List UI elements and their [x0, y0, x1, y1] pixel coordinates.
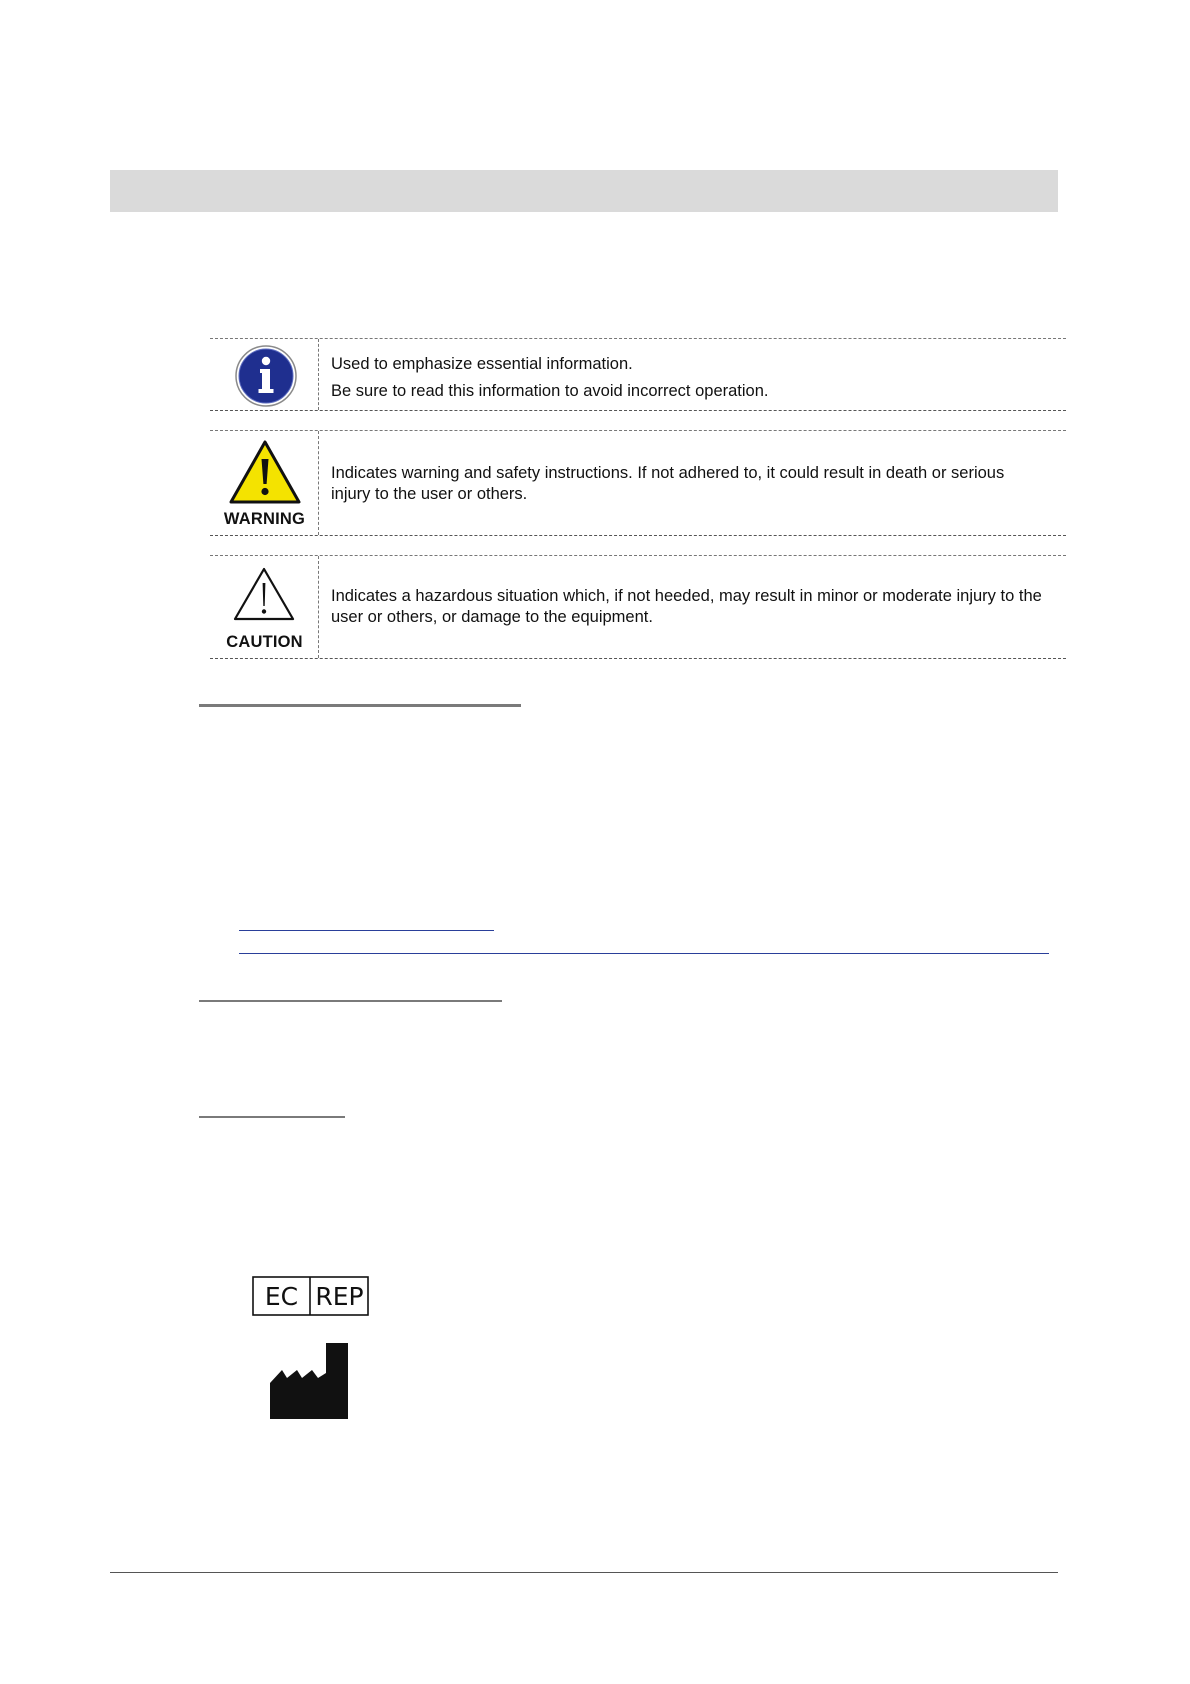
warning-text: Indicates warning and safety instructions. If not adhered to, it could result in death or serious injury to the user or others.	[331, 464, 1005, 503]
ec-rep-symbol	[252, 1276, 369, 1316]
warning-icon-cell	[210, 431, 319, 535]
section-underline-2	[199, 1000, 502, 1002]
info-icon	[235, 345, 297, 407]
ec-rep-left-text: EC	[264, 1282, 299, 1311]
info-icon-cell	[210, 339, 319, 410]
warning-triangle-icon	[228, 439, 302, 505]
ec-rep-right-text: REP	[315, 1282, 364, 1311]
warning-label: WARNING	[223, 510, 306, 528]
section-header-bar	[110, 170, 1058, 212]
caution-text: Indicates a hazardous situation which, if not heeded, may result in minor or moderate injury to the user or others, or damage to the equipment.	[331, 587, 1042, 626]
info-line-2: Be sure to read this information to avoid incorrect operation.	[331, 382, 769, 400]
caution-notice	[210, 555, 1066, 659]
section-underline-1	[199, 704, 521, 707]
footer-rule	[110, 1572, 1058, 1573]
hyperlink-underline-1[interactable]	[239, 930, 494, 931]
caution-label: CAUTION	[226, 633, 303, 651]
info-line-1: Used to emphasize essential information.	[331, 355, 633, 373]
caution-icon-cell	[210, 556, 319, 658]
manufacturer-factory-icon	[270, 1343, 348, 1419]
hyperlink-underline-2[interactable]	[239, 953, 1049, 954]
info-text	[331, 351, 1046, 405]
section-underline-3	[199, 1116, 345, 1118]
warning-notice	[210, 430, 1066, 536]
info-notice	[210, 338, 1066, 411]
caution-triangle-icon	[232, 566, 296, 622]
